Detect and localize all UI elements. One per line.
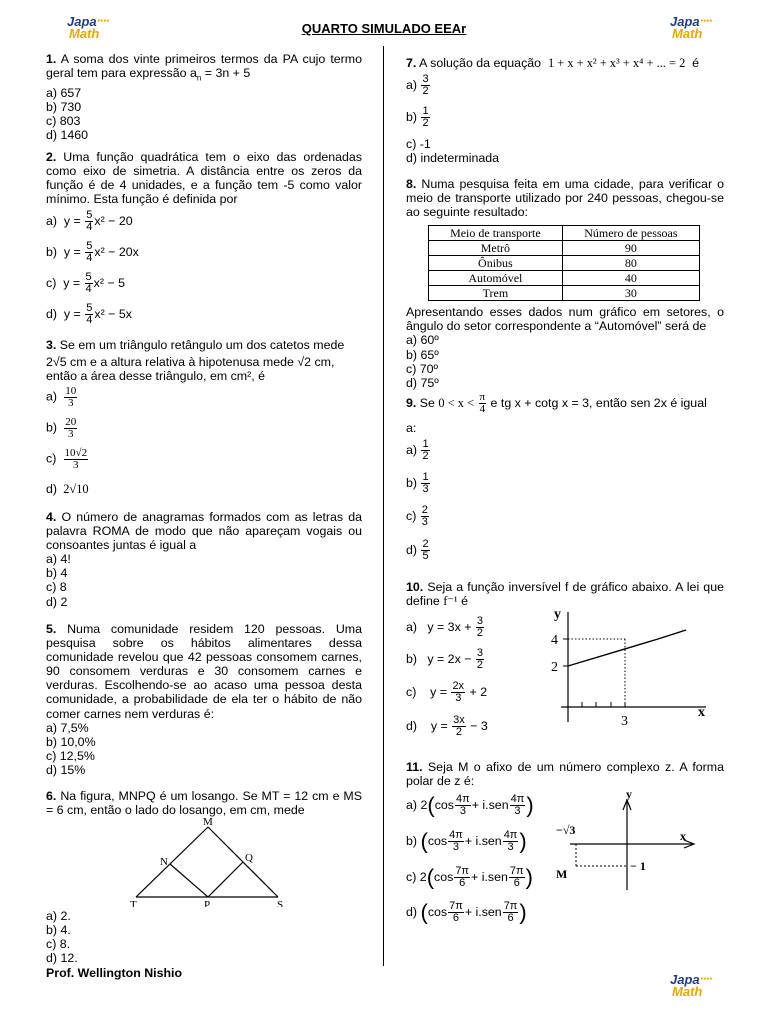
- q6-label-q: Q: [245, 852, 253, 865]
- question-11: 11. Seja M o afixo de um número complexo z. A forma polar de z é: a) 2(cos $\frac{4\pi}{3}$ + i.sen $\frac{4\pi}{3}$ ) b) (cos $\frac{4\pi}{3}$ + i.sen $\frac{4\pi}{3}$ ) c) 2(cos $\frac{7\pi}{6}$ + i.sen $\frac{7\pi}{6}$ ) d) (cos $\frac{7\pi}{6}$ + i.sen $\frac{7\pi}{6}$ ) y x −√3 − 1 M: [406, 760, 724, 925]
- q2-option-b: b) y = $\frac{5}{4}$ x² − 20x: [46, 240, 139, 265]
- q6-rhombus-figure: [46, 815, 362, 907]
- q6-label-s: S: [277, 899, 284, 908]
- q5-option: a) 7,5%: [46, 720, 89, 735]
- q6-label-n: N: [160, 856, 168, 869]
- q6-option: d) 12.: [46, 951, 78, 966]
- q2-option-d: d) y = $\frac{5}{4}$ x² − 5x: [46, 302, 132, 327]
- q11-point-m: M: [556, 867, 568, 882]
- q5-option: b) 10,0%: [46, 734, 96, 749]
- q10-option-b: b) y = 2x − $\frac{3}{2}$: [406, 647, 484, 672]
- q6-option: a) 2.: [46, 909, 71, 924]
- q10-option-c: c) y = $\frac{2x}{3}$ + 2: [406, 680, 488, 705]
- q11-complex-plane: [552, 788, 722, 898]
- q1-option: a) 657: [46, 85, 82, 100]
- q1-option: d) 1460: [46, 127, 89, 142]
- table-header: Número de pessoas: [562, 226, 699, 241]
- question-9: 9. Se 0 < x < $\frac{\pi}{4}$ e tg x + cotg x = 3, então sen 2x é igual a: a) $\frac{1}{2}$ b) $\frac{1}{3}$ c) $\frac{2}{3}$ d) $\frac{2}{5}$: [406, 391, 707, 563]
- q4-option: c) 8: [46, 580, 67, 595]
- q8-option: d) 75º: [406, 375, 439, 390]
- q4-option: a) 4!: [46, 552, 71, 567]
- q5-option: c) 12,5%: [46, 748, 95, 763]
- page-title: QUARTO SIMULADO EEAr: [301, 21, 467, 36]
- q6-label-m: M: [203, 816, 213, 829]
- q11-option-b: b) (cos $\frac{4\pi}{3}$ + i.sen $\frac{4\pi}{3}$ ): [406, 828, 527, 854]
- q4-option: d) 2: [46, 594, 68, 609]
- q10-option-a: a) y = 3x + $\frac{3}{2}$: [406, 615, 484, 640]
- q10-function-graph: [536, 604, 716, 734]
- question-3: 3. Se em um triângulo retângulo um dos catetos mede 2√5 cm e a altura relativa à hipotenusa mede √2 cm, então a área desse triângulo, em cm², é a) $\frac{10}{3}$ b) $\frac{20}{3}$ c) $\frac{10√2}{3}$ d) 2√10: [46, 338, 345, 497]
- q8-option: b) 65º: [406, 347, 439, 362]
- q11-minus-1: − 1: [630, 859, 646, 874]
- q1-option: b) 730: [46, 99, 82, 114]
- q3-option-a: a) $\frac{10}{3}$: [46, 385, 77, 410]
- q3-option-c: c) $\frac{10√2}{3}$: [46, 447, 88, 472]
- q10-tick-2: 2: [551, 660, 558, 676]
- q10-x-axis-label: x: [698, 705, 705, 721]
- q7-option-b: b) $\frac{1}{2}$: [406, 105, 429, 130]
- q2-option-a: a) y = $\frac{5}{4}$ x² − 20: [46, 209, 133, 234]
- q10-option-d: d) y = $\frac{3x}{2}$ − 3: [406, 714, 488, 739]
- q9-option-b: b) $\frac{1}{3}$: [406, 471, 429, 496]
- q10-tick-4: 4: [551, 633, 558, 649]
- q6-option: b) 4.: [46, 923, 71, 938]
- q6-label-p: P: [204, 899, 211, 908]
- q10-y-axis-label: y: [554, 607, 561, 623]
- table-row: Metrô 90: [429, 241, 700, 256]
- q1-expression: $a_n = 3n + 5$: [189, 66, 251, 83]
- q8-option: a) 60º: [406, 333, 439, 348]
- question-6: 6. Na figura, MNPQ é um losango. Se MT = 12 cm e MS = 6 cm, então o lado do losango, em cm, mede M N Q T P S a) 2. b) 4. c) 8. d) 12.: [46, 789, 362, 966]
- q7-option-d: d) indeterminada: [406, 151, 500, 166]
- question-2: 2. Uma função quadrática tem o eixo das ordenadas como eixo de simetria. A distância entre os zeros da função é de 4 unidades, e a função tem -5 como valor mínimo. Esta função é definida por a) y = $\frac{5}{4}$ x² − 20 b) y = $\frac{5}{4}$ x² − 20x c) y = $\frac{5}{4}$ x² − 5 d) y = $\frac{5}{4}$ x² − 5x: [46, 150, 362, 327]
- q6-label-t: T: [130, 899, 137, 908]
- q11-y-axis-label: y: [626, 788, 632, 802]
- q4-option: b) 4: [46, 566, 68, 581]
- question-8: 8. Numa pesquisa feita em uma cidade, para verificar o meio de transporte utilizado por 240 pessoas, chegou-se ao seguinte resultado: Meio de transporte Número de pessoas Metrô 90 Ônibus 80 Automóvel 40 Trem 30 Apresentando esses dados num gráfico em setores, o ângulo do setor correspondente a “Automóvel” será de a) 60º b) 65º c) 70º d) 75º: [406, 177, 724, 390]
- q11-x-axis-label: x: [680, 829, 686, 844]
- logo-top-left: Japa Math ●●●●: [67, 14, 110, 41]
- q9-option-c: c) $\frac{2}{3}$: [406, 504, 428, 529]
- q7-option-c: c) -1: [406, 137, 431, 152]
- q11-option-c: c) 2(cos $\frac{7\pi}{6}$ + i.sen $\frac{7\pi}{6}$ ): [406, 864, 533, 890]
- question-10: 10. Seja a função inversível f de gráfico abaixo. A lei que define f⁻¹ é a) y = 3x + $\frac{3}{2}$ b) y = 2x − $\frac{3}{2}$ c) y = $\frac{2x}{3}$ + 2 d) y = $\frac{3x}{2}$ − 3 y x 4 2 3: [406, 580, 724, 739]
- table-row: Ônibus 80: [429, 256, 700, 271]
- q6-option: c) 8.: [46, 937, 71, 952]
- q10-tick-3: 3: [621, 714, 628, 730]
- table-header: Meio de transporte: [429, 226, 563, 241]
- q8-transport-table: [428, 225, 700, 301]
- q3-option-b: b) $\frac{20}{3}$: [46, 416, 77, 441]
- q7-option-a: a) $\frac{3}{2}$: [406, 73, 429, 98]
- question-4: 4. O número de anagramas formados com as letras da palavra ROMA de modo que não apareçam vogais ou consoantes juntas é igual a a) 4! b) 4 c) 8 d) 2: [46, 510, 363, 609]
- table-row: Automóvel 40: [429, 271, 700, 286]
- table-row: Trem 30: [429, 286, 700, 301]
- question-1: 1. A soma dos vinte primeiros termos da PA cujo termo geral tem para expressão $a_n = 3n + 5$ a) 657 b) 730 c) 803 d) 1460: [46, 52, 362, 142]
- q1-option: c) 803: [46, 113, 81, 128]
- q11-option-a: a) 2(cos $\frac{4\pi}{3}$ + i.sen $\frac{4\pi}{3}$ ): [406, 792, 534, 818]
- q2-option-c: c) y = $\frac{5}{4}$ x² − 5: [46, 271, 126, 296]
- question-7: 7. A solução da equação 1 + x + x² + x³ + x⁴ + ... = 2 é a) $\frac{3}{2}$ b) $\frac{1}{2}$ c) -1 d) indeterminada: [406, 56, 700, 166]
- column-divider: [383, 46, 384, 966]
- footer-author: Prof. Wellington Nishio: [46, 966, 183, 980]
- q11-option-d: d) (cos $\frac{7\pi}{6}$ + i.sen $\frac{7\pi}{6}$ ): [406, 899, 527, 925]
- q11-minus-sqrt3: −√3: [556, 823, 576, 838]
- question-5: 5. Numa comunidade residem 120 pessoas. Uma pesquisa sobre os hábitos alimentares dessa comunidade revelou que 42 pessoas consomem carnes, 90 consomem verduras e 30 consomem carnes e verduras. Escolhendo-se ao acaso uma pessoa desta comunidade, a probabilidade de ela ter o hábito de não comer carnes nem verduras é: a) 7,5% b) 10,0% c) 12,5% d) 15%: [46, 622, 362, 777]
- q9-option-a: a) $\frac{1}{2}$: [406, 438, 429, 463]
- q9-option-d: d) $\frac{2}{5}$: [406, 538, 429, 563]
- q5-option: d) 15%: [46, 762, 86, 777]
- q7-equation: 1 + x + x² + x³ + x⁴ + ... = 2: [547, 56, 686, 70]
- logo-top-right: Japa Math ●●●●: [670, 14, 713, 41]
- q3-option-d: d) 2√10: [46, 482, 89, 497]
- q8-option: c) 70º: [406, 361, 439, 376]
- logo-bottom-right: Japa Math ●●●●: [670, 972, 713, 999]
